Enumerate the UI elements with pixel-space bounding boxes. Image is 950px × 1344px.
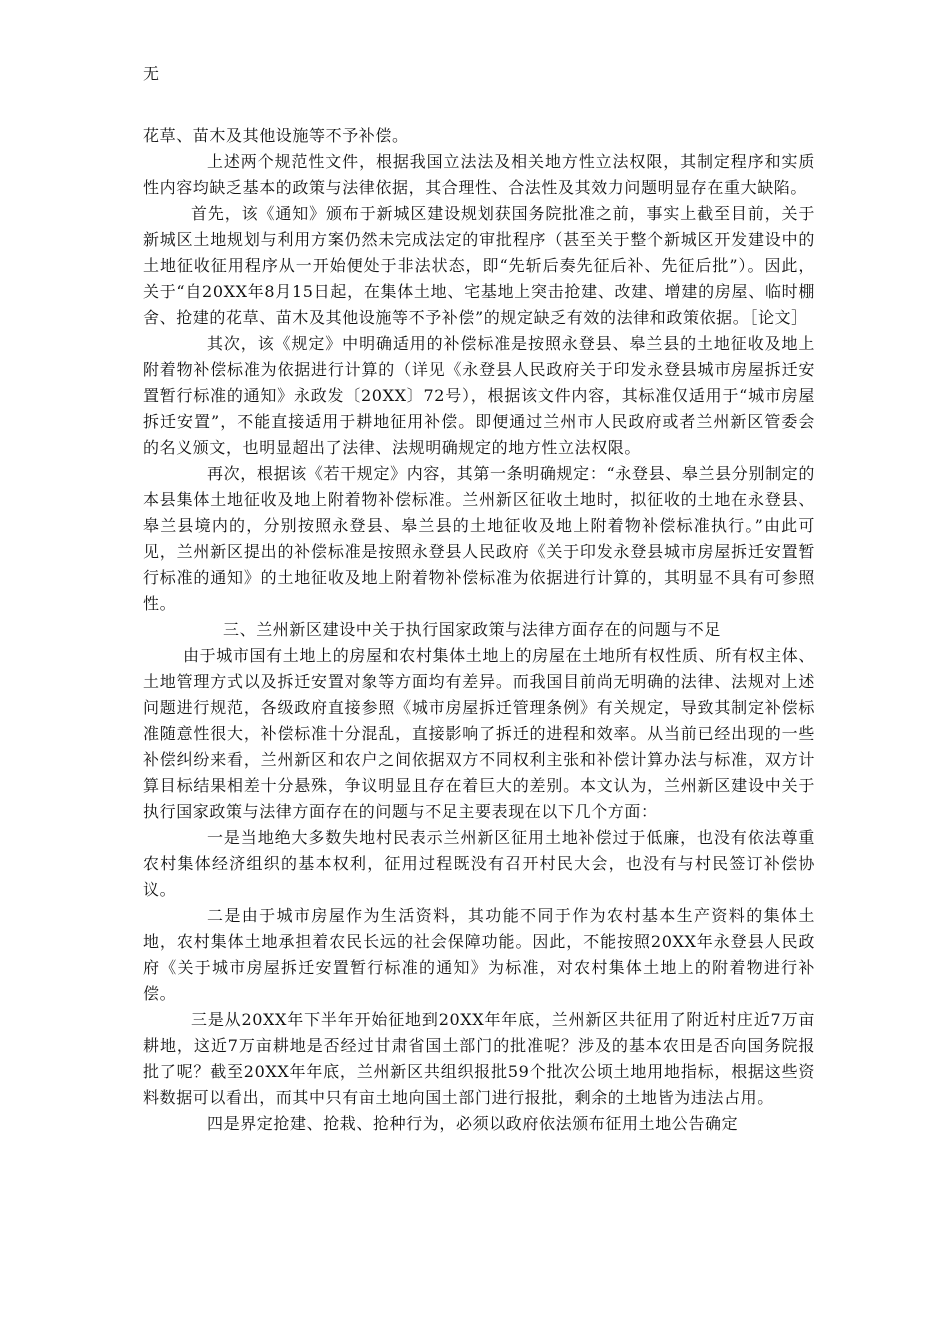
page-header: 无	[143, 64, 160, 83]
paragraph: 二是由于城市房屋作为生活资料，其功能不同于作为农村基本生产资料的集体土地，农村集体土地承担着农民长远的社会保障功能。因此，不能按照20XX年永登县人民政府《关于城市房屋拆迁安置暂行标准的通知》为标准，对农村集体土地上的附着物进行补偿。	[143, 906, 815, 1003]
paragraph: 由于城市国有土地上的房屋和农村集体土地上的房屋在土地所有权性质、所有权主体、土地管理方式以及拆迁安置对象等方面均有差异。而我国目前尚无明确的法律、法规对上述问题进行规范，各级政府直接参照《城市房屋拆迁管理条例》有关规定，导致其制定补偿标准随意性很大，补偿标准十分混乱，直接影响了拆迁的进程和效率。从当前已经出现的一些补偿纠纷来看，兰州新区和农户之间依据双方不同权利主张和补偿计算办法与标准，双方计算目标结果相差十分悬殊，争议明显且存在着巨大的差别。本文认为，兰州新区建设中关于执行国家政策与法律方面存在的问题与不足主要表现在以下几个方面：	[143, 646, 815, 821]
paragraph: 其次，该《规定》中明确适用的补偿标准是按照永登县、皋兰县的土地征收及地上附着物补偿标准为依据进行计算的（详见《永登县人民政府关于印发永登县城市房屋拆迁安置暂行标准的通知》永政发〔20XX〕72号），根据该文件内容，其标准仅适用于“城市房屋拆迁安置”，不能直接适用于耕地征用补偿。即便通过兰州市人民政府或者兰州新区管委会的名义颁文，也明显超出了法律、法规明确规定的地方性立法权限。	[143, 334, 815, 457]
paragraph: 上述两个规范性文件，根据我国立法法及相关地方性立法权限，其制定程序和实质性内容均缺乏基本的政策与法律依据，其合理性、合法性及其效力问题明显存在重大缺陷。	[143, 152, 815, 197]
paragraph: 首先，该《通知》颁布于新城区建设规划获国务院批准之前，事实上截至目前，关于新城区土地规划与利用方案仍然未完成法定的审批程序（甚至关于整个新城区开发建设中的土地征收征用程序从一开始便处于非法状态，即“先斩后奏先征后补、先征后批”）。因此，关于“自20XX年8月15日起，在集体土地、宅基地上突击抢建、改建、增建的房屋、临时棚舍、抢建的花草、苗木及其他设施等不予补偿”的规定缺乏有效的法律和政策依据。［论文］	[143, 204, 815, 327]
paragraph: 一是当地绝大多数失地村民表示兰州新区征用土地补偿过于低廉，也没有依法尊重农村集体经济组织的基本权利，征用过程既没有召开村民大会，也没有与村民签订补偿协议。	[143, 828, 815, 899]
paragraph: 再次，根据该《若干规定》内容，其第一条明确规定：“永登县、皋兰县分别制定的本县集体土地征收及地上附着物补偿标准。兰州新区征收土地时，拟征收的土地在永登县、皋兰县境内的，分别按照永登县、皋兰县的土地征收及地上附着物补偿标准执行。”由此可见，兰州新区提出的补偿标准是按照永登县人民政府《关于印发永登县城市房屋拆迁安置暂行标准的通知》的土地征收及地上附着物补偿标准为依据进行计算的，其明显不具有可参照性。	[143, 464, 815, 613]
paragraph: 三是从20XX年下半年开始征地到20XX年年底，兰州新区共征用了附近村庄近7万亩耕地，这近7万亩耕地是否经过甘肃省国土部门的批准呢？涉及的基本农田是否向国务院报批了呢？截至20XX年年底，兰州新区共组织报批59个批次公顷土地用地指标，根据这些资料数据可以看出，而其中只有亩土地向国土部门进行报批，剩余的土地皆为违法占用。	[143, 1010, 815, 1107]
paragraph: 花草、苗木及其他设施等不予补偿。	[143, 126, 409, 145]
paragraph: 四是界定抢建、抢栽、抢种行为，必须以政府依法颁布征用土地公告确定	[207, 1114, 739, 1133]
document-body	[143, 123, 815, 1137]
section-heading: 三、兰州新区建设中关于执行国家政策与法律方面存在的问题与不足	[223, 620, 722, 639]
